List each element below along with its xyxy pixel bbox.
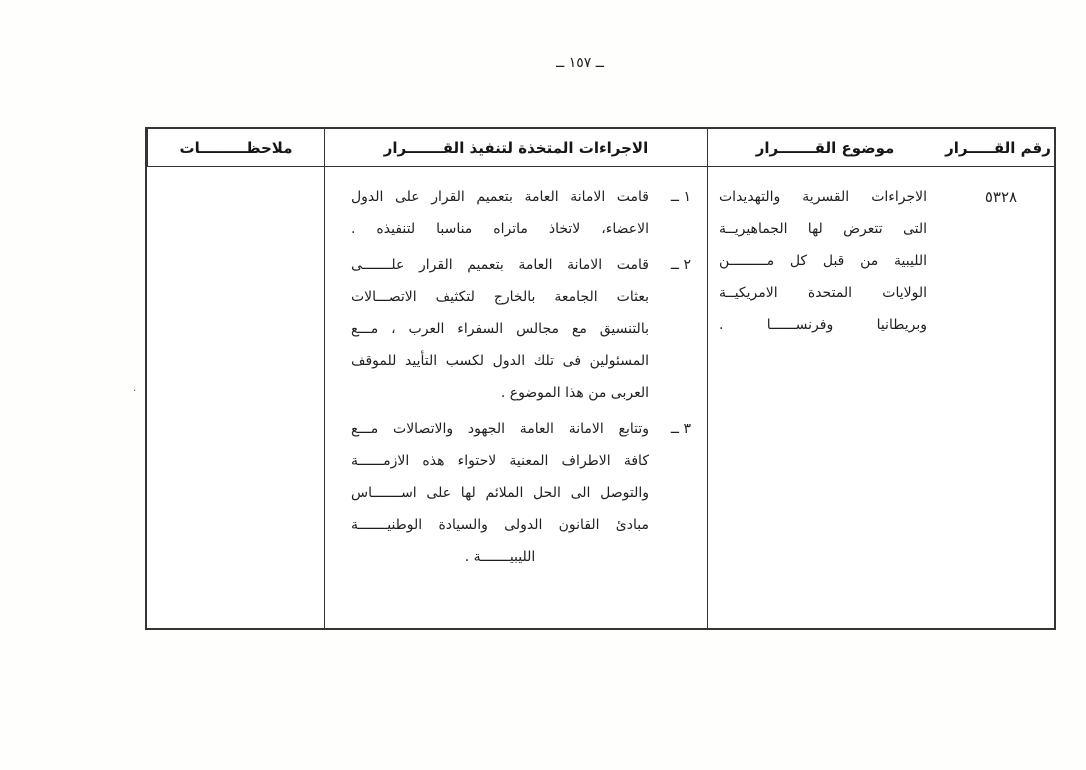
cell-decision-number	[942, 167, 1054, 628]
action-line: قامت الامانة العامة بتعميم القرار على الدول	[351, 189, 649, 205]
action-item-number: ١ ــ	[670, 189, 691, 205]
stray-mark: .	[133, 383, 137, 394]
action-line: العربى من هذا الموضوع .	[500, 385, 649, 401]
action-line: قامت الامانة العامة بتعميم القرار علـــــــى	[351, 257, 649, 273]
action-item-number: ٣ ــ	[670, 421, 691, 437]
cell-notes	[147, 167, 324, 628]
page-number: ــ ١٥٧ ــ	[556, 55, 604, 71]
header-notes: ملاحظـــــــــات	[147, 129, 324, 167]
header-decision-subject: موضوع القـــــــرار	[707, 129, 942, 167]
header-actions-taken: الاجراءات المتخذة لتنفيذ القـــــــرار	[324, 129, 707, 167]
action-item-1	[351, 181, 697, 245]
action-line: الليبيـــــــة .	[464, 549, 536, 565]
action-line: بعثات الجامعة بالخارج لتكثيف الاتصـــالات	[351, 289, 649, 305]
action-line: كافة الاطراف المعنية لاحتواء هذه الازمــــــة	[351, 453, 649, 469]
action-line: وتتابع الامانة العامة الجهود والاتصالات مـــع	[351, 421, 649, 437]
action-line: الاعضاء، لاتخاذ ماتراه مناسبا لتنفيذه .	[351, 221, 649, 237]
action-item-number: ٢ ــ	[670, 257, 691, 273]
action-line: المسئولين فى تلك الدول لكسب التأييد للموقف	[351, 353, 649, 369]
action-line: مبادئ القانون الدولى والسيادة الوطنيـــــــة	[351, 517, 649, 533]
action-item-3	[351, 413, 697, 573]
decisions-table	[145, 127, 1056, 630]
cell-actions-taken	[324, 167, 707, 628]
action-line: والتوصل الى الحل الملائم لها على اســـــــاس	[351, 485, 649, 501]
action-item-2	[351, 249, 697, 409]
action-line: بالتنسيق مع مجالس السفراء العرب ، مـــع	[351, 321, 649, 337]
cell-decision-subject	[707, 167, 942, 628]
header-decision-number: رقم القـــــرار	[942, 129, 1054, 167]
subject-line: الليبية من قبل كل مـــــــــن	[719, 253, 927, 269]
subject-line: الولايات المتحدة الامريكيــة	[719, 285, 927, 301]
subject-line: الاجراءات القسرية والتهديدات	[719, 189, 927, 205]
subject-line: التى تتعرض لها الجماهيريــة	[719, 221, 927, 237]
subject-line: وبريطانيا وفرنســــــا .	[719, 317, 927, 333]
decision-number-value: ٥٣٢٨	[984, 188, 1018, 206]
